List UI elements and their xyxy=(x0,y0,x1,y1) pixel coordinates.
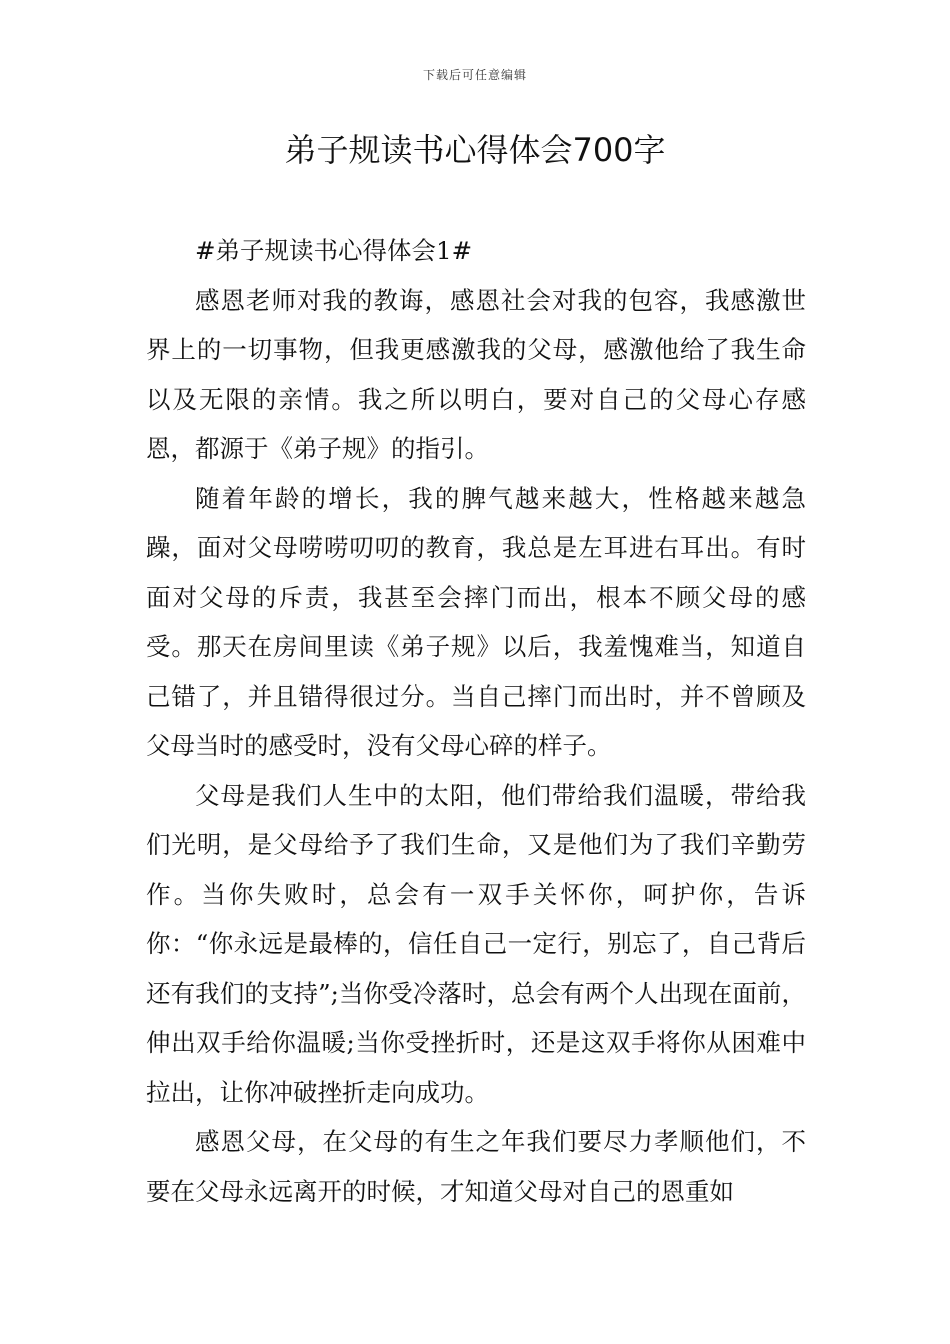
section-heading: #弟子规读书心得体会1# xyxy=(195,236,473,265)
header-note: 下载后可任意编辑 xyxy=(422,68,527,82)
paragraph-4: 感恩父母，在父母的有生之年我们要尽力孝顺他们，不要在父母永远离开的时候，才知道父母对自己的恩重如 xyxy=(146,1127,806,1206)
paragraph-2: 随着年龄的增长，我的脾气越来越大，性格越来越急躁，面对父母唠唠叨叨的教育，我总是左耳进右耳出。有时面对父母的斥责，我甚至会摔门而出，根本不顾父母的感受。那天在房间里读《弟子规》以后，我羞愧难当，知道自己错了，并且错得很过分。当自己摔门而出时，并不曾顾及父母当时的感受时，没有父母心碎的样子。 xyxy=(146,483,806,760)
paragraph-3: 父母是我们人生中的太阳，他们带给我们温暖，带给我们光明，是父母给予了我们生命，又是他们为了我们辛勤劳作。当你失败时，总会有一双手关怀你，呵护你，告诉你：“你永远是最棒的，信任自己一定行，别忘了，自己背后还有我们的支持”;当你受冷落时，总会有两个人出现在面前，伸出双手给你温暖;当你受挫折时，还是这双手将你从困难中拉出，让你冲破挫折走向成功。 xyxy=(146,780,806,1107)
document-title: 弟子规读书心得体会700字 xyxy=(284,131,666,169)
paragraph-1: 感恩老师对我的教诲，感恩社会对我的包容，我感激世界上的一切事物，但我更感激我的父母，感激他给了我生命以及无限的亲情。我之所以明白，要对自己的父母心存感恩，都源于《弟子规》的指引。 xyxy=(146,285,806,463)
document-body xyxy=(146,226,806,1216)
